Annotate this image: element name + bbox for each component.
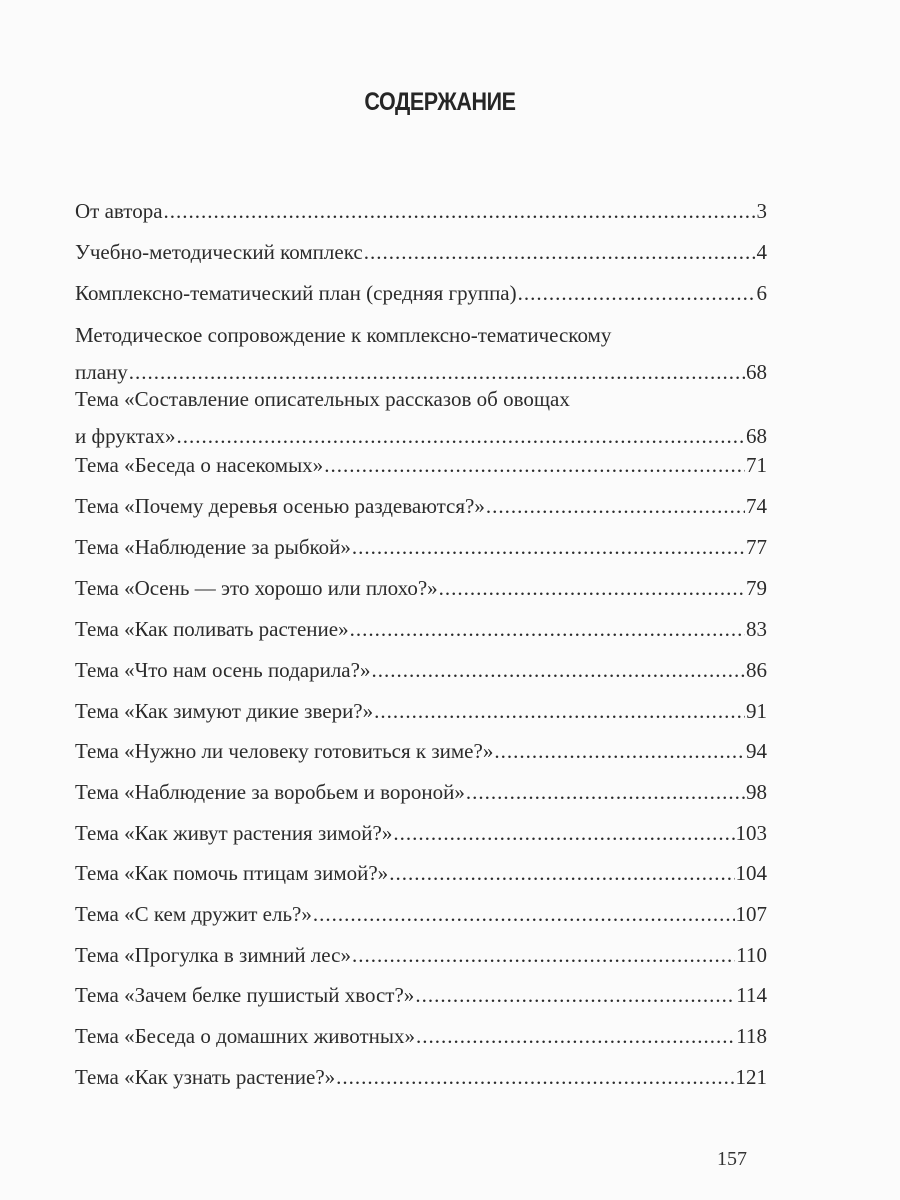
toc-entry-title: и фруктах» xyxy=(75,424,176,448)
toc-entry-title-line1: Методическое сопровождение к комплексно-тематическому xyxy=(75,323,612,347)
page-title: СОДЕРЖАНИЕ xyxy=(364,88,516,116)
toc-entry xyxy=(75,452,767,479)
toc-entry-page: 3 xyxy=(756,199,767,223)
toc-entry-page: 71 xyxy=(746,453,767,477)
toc-entry-page: 83 xyxy=(746,617,767,641)
dot-leader xyxy=(494,738,745,765)
toc-entry-page: 77 xyxy=(746,535,767,559)
toc-entry xyxy=(75,493,767,520)
toc-entry-title: Тема «Зачем белке пушистый хвост?» xyxy=(75,983,415,1007)
toc-entry-title: Тема «Наблюдение за воробьем и вороной» xyxy=(75,780,465,804)
toc-entry-page: 121 xyxy=(735,1065,767,1089)
toc-entry-title: Тема «Что нам осень подарила?» xyxy=(75,658,371,682)
dot-leader xyxy=(518,280,756,307)
toc-entry-title: Тема «Нужно ли человеку готовиться к зиме?» xyxy=(75,739,494,763)
dot-leader xyxy=(129,359,745,386)
toc-entry-title: Комплексно-тематический план (средняя группа) xyxy=(75,281,517,305)
toc-entry-page: 79 xyxy=(746,576,767,600)
dot-leader xyxy=(393,820,734,847)
toc-entry-page: 91 xyxy=(746,699,767,723)
toc-entry-page: 94 xyxy=(746,739,767,763)
toc-entry xyxy=(75,616,767,643)
toc-entry-title: Тема «Осень — это хорошо или плохо?» xyxy=(75,576,438,600)
toc-entry-page: 104 xyxy=(735,861,767,885)
toc-entry xyxy=(75,942,767,969)
toc-entry-page: 107 xyxy=(735,902,767,926)
toc-entry xyxy=(75,280,767,307)
toc-entry-page: 4 xyxy=(756,240,767,264)
dot-leader xyxy=(324,452,745,479)
toc-entry-title: Тема «Почему деревья осенью раздеваются?» xyxy=(75,494,485,518)
toc-entry xyxy=(75,534,767,561)
dot-leader xyxy=(486,493,745,520)
dot-leader xyxy=(364,239,756,266)
toc-entry-title: Тема «С кем дружит ель?» xyxy=(75,902,312,926)
dot-leader xyxy=(336,1064,734,1091)
toc-entry xyxy=(75,860,767,887)
toc-entry xyxy=(75,239,767,266)
dot-leader xyxy=(352,534,745,561)
toc-entry xyxy=(75,575,767,602)
dot-leader xyxy=(466,779,745,806)
toc-entry-title: Тема «Как поливать растение» xyxy=(75,617,349,641)
toc-entry-page: 6 xyxy=(756,281,767,305)
toc-entry xyxy=(75,982,767,1009)
toc-entry xyxy=(75,198,767,225)
toc-entry-title: Тема «Как зимуют дикие звери?» xyxy=(75,699,374,723)
toc-entry-title: Тема «Как узнать растение?» xyxy=(75,1065,336,1089)
toc-entry-page: 86 xyxy=(746,658,767,682)
toc-entry-page: 110 xyxy=(736,943,767,967)
toc-entry-title: Тема «Как живут растения зимой?» xyxy=(75,821,393,845)
toc-entry-title: Учебно-методический комплекс xyxy=(75,240,363,264)
toc-entry-title: Тема «Беседа о насекомых» xyxy=(75,453,324,477)
page-number: 157 xyxy=(717,1148,747,1170)
toc-entry-page: 74 xyxy=(746,494,767,518)
dot-leader xyxy=(164,198,756,225)
toc-entry-page: 68 xyxy=(746,424,767,448)
toc-entry xyxy=(75,1023,767,1050)
dot-leader xyxy=(352,942,735,969)
toc-entry-title-line1: Тема «Составление описательных рассказов об овощах xyxy=(75,387,570,411)
toc-entry-page: 114 xyxy=(736,983,767,1007)
dot-leader xyxy=(416,1023,735,1050)
toc-entry-page: 98 xyxy=(746,780,767,804)
toc-entry xyxy=(75,738,767,765)
toc-entry xyxy=(75,322,767,386)
toc-entry xyxy=(75,657,767,684)
dot-leader xyxy=(439,575,745,602)
dot-leader xyxy=(374,698,745,725)
toc-entry-title: Тема «Как помочь птицам зимой?» xyxy=(75,861,389,885)
dot-leader xyxy=(389,860,734,887)
toc-entry-page: 103 xyxy=(735,821,767,845)
dot-leader xyxy=(371,657,745,684)
toc-entry xyxy=(75,820,767,847)
toc-entry-page: 68 xyxy=(746,360,767,384)
dot-leader xyxy=(350,616,745,643)
dot-leader xyxy=(415,982,735,1009)
dot-leader xyxy=(313,901,735,928)
toc-entry-title: Тема «Наблюдение за рыбкой» xyxy=(75,535,351,559)
toc-entry-title: плану xyxy=(75,360,128,384)
toc-entry xyxy=(75,779,767,806)
toc-entry xyxy=(75,901,767,928)
toc-entry xyxy=(75,1064,767,1091)
toc-entry-page: 118 xyxy=(736,1024,767,1048)
toc-entry-title: От автора xyxy=(75,199,163,223)
toc-entry-title: Тема «Прогулка в зимний лес» xyxy=(75,943,351,967)
dot-leader xyxy=(177,423,746,450)
toc-entry-title: Тема «Беседа о домашних животных» xyxy=(75,1024,416,1048)
toc-entry xyxy=(75,698,767,725)
toc-entry xyxy=(75,386,767,450)
